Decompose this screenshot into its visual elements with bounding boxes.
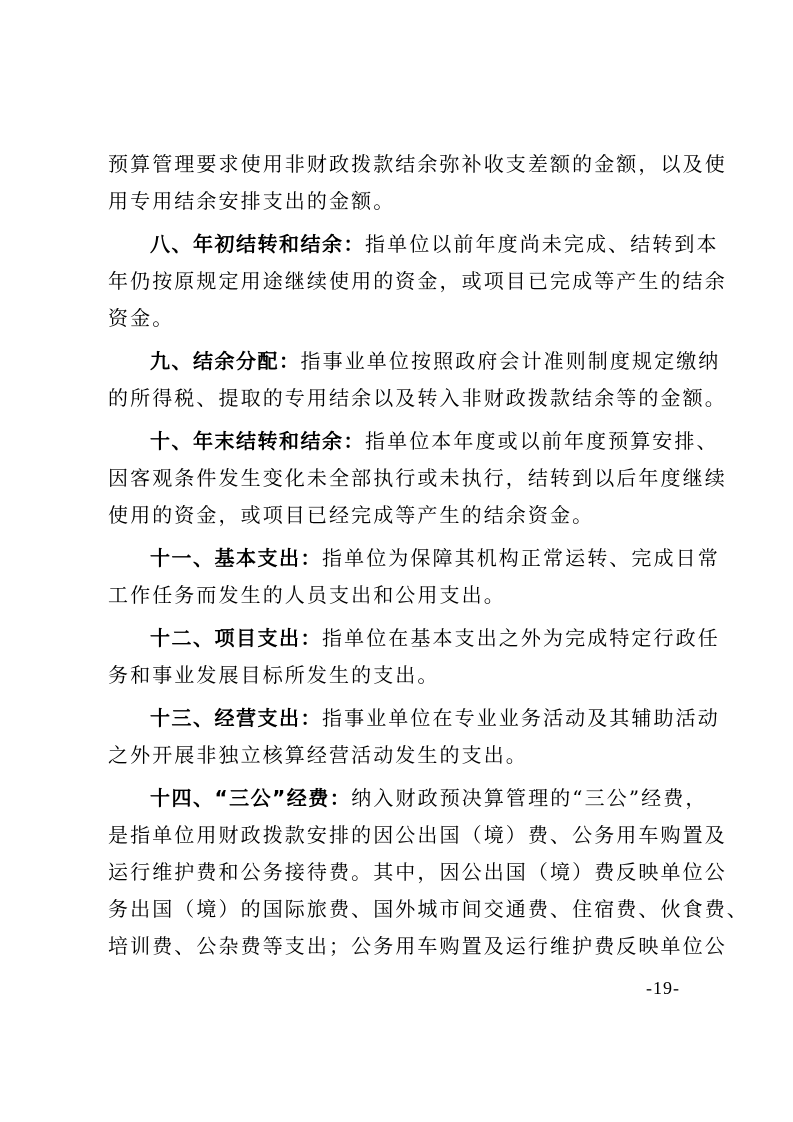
paragraph-first-line: [108, 620, 720, 657]
text-line: 资金。: [108, 306, 175, 330]
text-line: 因客观条件发生变化未全部执行或未执行，结转到以后年度继续: [108, 466, 727, 490]
term-heading: 八、年初结转和结余：: [150, 232, 365, 256]
term-heading: 十二、项目支出：: [150, 626, 322, 650]
text-line: 培训费、公杂费等支出；公务用车购置及运行维护费反映单位公: [108, 934, 727, 958]
term-heading: 十三、经营支出：: [150, 706, 322, 730]
text-line: 工作任务而发生的人员支出和公用支出。: [108, 583, 506, 607]
text-line: 运行维护费和公务接待费。其中，因公出国（境）费反映单位公: [108, 860, 727, 884]
text-line: 务出国（境）的国际旅费、国外城市间交通费、住宿费、伙食费、: [108, 897, 749, 921]
term-heading: 十一、基本支出：: [150, 546, 322, 570]
paragraph: [108, 540, 720, 614]
paragraph: [108, 423, 727, 534]
text-line: 预算管理要求使用非财政拨款结余弥补收支差额的金额，以及使: [108, 152, 727, 176]
paragraph: [108, 620, 720, 694]
paragraph-first-line: [108, 780, 708, 817]
text-line: 用专用结余安排支出的金额。: [108, 189, 396, 213]
text-line: 的所得税、提取的专用结余以及转入非财政拨款结余等的金额。: [108, 386, 727, 410]
paragraph: [108, 343, 727, 417]
text-line: 年仍按原规定用途继续使用的资金，或项目已完成等产生的结余: [108, 269, 727, 293]
text-line: 之外开展非独立核算经营活动发生的支出。: [108, 743, 528, 767]
paragraph-first-line: [108, 540, 720, 577]
term-heading: 十、年末结转和结余：: [150, 429, 365, 453]
paragraph-first-line: [108, 226, 719, 263]
paragraph-first-line: [108, 700, 720, 737]
paragraph: [108, 700, 720, 774]
text-span: 纳入财政预决算管理的“三公”经费，: [351, 786, 708, 810]
paragraph: [108, 780, 749, 965]
text-span: 指单位本年度或以前年度预算安排、: [365, 429, 719, 453]
paragraph-first-line: [108, 343, 721, 380]
text-line: 务和事业发展目标所发生的支出。: [108, 663, 440, 687]
paragraph: [108, 146, 727, 220]
term-heading: 十四、“三公”经费：: [150, 786, 352, 810]
text-span: 指单位为保障其机构正常运转、完成日常: [322, 546, 720, 570]
paragraph-first-line: [108, 423, 719, 460]
text-span: 指事业单位在专业业务活动及其辅助活动: [322, 706, 720, 730]
text-span: 指单位以前年度尚未完成、结转到本: [365, 232, 719, 256]
text-span: 指单位在基本支出之外为完成特定行政任: [322, 626, 720, 650]
term-heading: 九、结余分配：: [150, 349, 301, 373]
page-number: -19-: [646, 978, 680, 998]
text-span: 指事业单位按照政府会计准则制度规定缴纳: [300, 349, 721, 373]
text-line: 使用的资金，或项目已经完成等产生的结余资金。: [108, 503, 595, 527]
paragraph: [108, 226, 727, 337]
document-body: [108, 146, 749, 965]
text-line: 是指单位用财政拨款安排的因公出国（境）费、公务用车购置及: [108, 823, 727, 847]
